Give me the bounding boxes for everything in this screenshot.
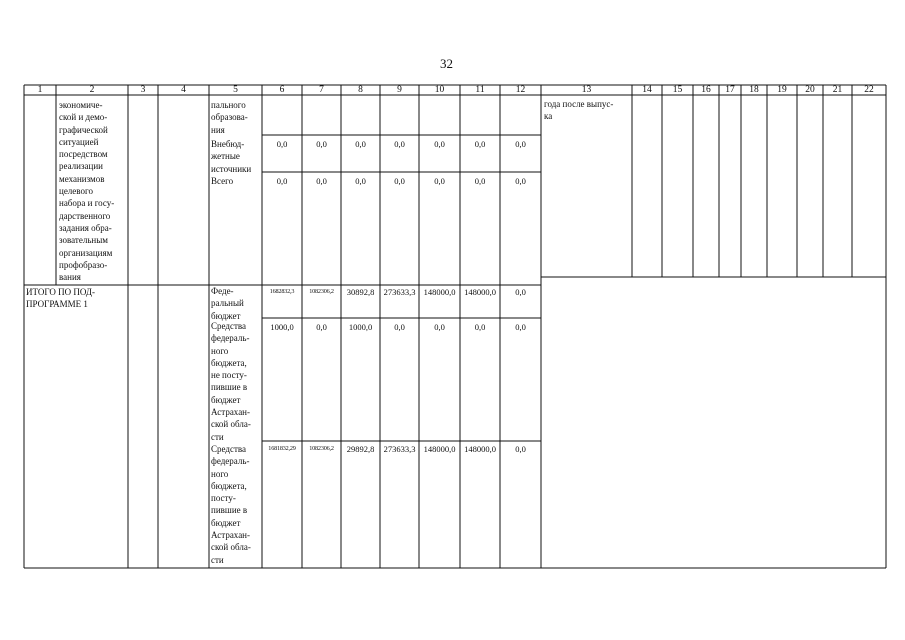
funding-source: Средства федераль- ного бюджета, посту- пившие в бюджет Астрахан- ской обла- сти [211,444,251,565]
column-header: 19 [777,85,787,95]
value-cell: 0,0 [394,139,405,149]
value-cell: 273633,3 [383,444,416,454]
value-cell: 148000,0 [423,444,456,454]
value-cell: 0,0 [276,176,288,186]
value-cell: 0,0 [515,176,526,186]
value-cell: 0,0 [434,176,445,186]
value-cell: 0,0 [515,444,526,454]
column-header: 9 [397,85,402,95]
value-cell: 0,0 [474,176,486,186]
value-cell: 273633,3 [383,287,416,297]
value-cell: 148000,0 [464,444,496,454]
column-header: 10 [434,85,445,95]
value-cell: 1000,0 [270,322,294,332]
column-header: 13 [581,85,592,95]
value-cell: 0,0 [434,139,445,149]
value-cell: 148000,0 [464,287,496,297]
column-header: 2 [89,85,95,95]
activity-description: экономиче- ской и демо- графической ситуацией посредством реализации механизмов целевого набора и госу- дарственного задания обра- зовательным организациям профобразо- вания [59,100,115,283]
value-cell: 1082306,2 [309,288,334,295]
column-header: 21 [832,85,843,95]
funding-source: Феде- ральный бюджет [211,286,244,321]
value-cell: 0,0 [434,322,445,332]
value-cell: 0,0 [515,139,526,149]
value-cell: 0,0 [515,322,526,332]
value-cell: 1682832,3 [269,288,295,295]
value-cell: 0,0 [355,176,366,186]
column-header: 6 [279,85,285,95]
column-header: 12 [515,85,526,95]
column-header: 20 [805,85,815,95]
value-cell: 29892,8 [346,444,375,454]
value-cell: 0,0 [394,322,405,332]
value-cell: 0,0 [316,322,327,332]
funding-source: Внебюд- жетные источники [211,139,252,174]
column-header: 16 [701,85,711,95]
result-description: года после выпус- ка [544,99,614,122]
funding-source: Всего [211,176,234,186]
value-cell: 148000,0 [423,287,456,297]
page-number: 32 [440,56,453,71]
column-header: 11 [475,85,485,95]
value-cell: 0,0 [394,176,405,186]
column-header: 14 [642,85,652,95]
column-header: 1 [37,85,43,95]
value-cell: 1000,0 [348,322,373,332]
column-header: 7 [319,85,324,95]
column-header: 15 [672,85,683,95]
funding-source: пального образова- ния [211,100,248,135]
column-header: 5 [233,85,238,95]
funding-source: Средства федераль- ного бюджета, не посту- пившие в бюджет Астрахан- ской обла- сти [211,321,251,442]
column-header: 17 [725,85,735,95]
value-cell: 0,0 [474,139,486,149]
value-cell: 1681832,29 [268,445,296,452]
value-cell: 0,0 [276,139,288,149]
value-cell: 0,0 [515,287,526,297]
column-header: 4 [181,85,186,95]
value-cell: 0,0 [316,176,327,186]
value-cell: 1082306,2 [309,445,334,452]
column-header: 8 [358,85,363,95]
subtotal-label: ИТОГО ПО ПОД- ПРОГРАММЕ 1 [26,287,96,310]
value-cell: 0,0 [316,139,327,149]
column-header: 3 [140,85,146,95]
value-cell: 0,0 [474,322,486,332]
column-header: 22 [864,85,874,95]
value-cell: 0,0 [355,139,366,149]
value-cell: 30892,8 [346,287,375,297]
column-header: 18 [749,85,759,95]
